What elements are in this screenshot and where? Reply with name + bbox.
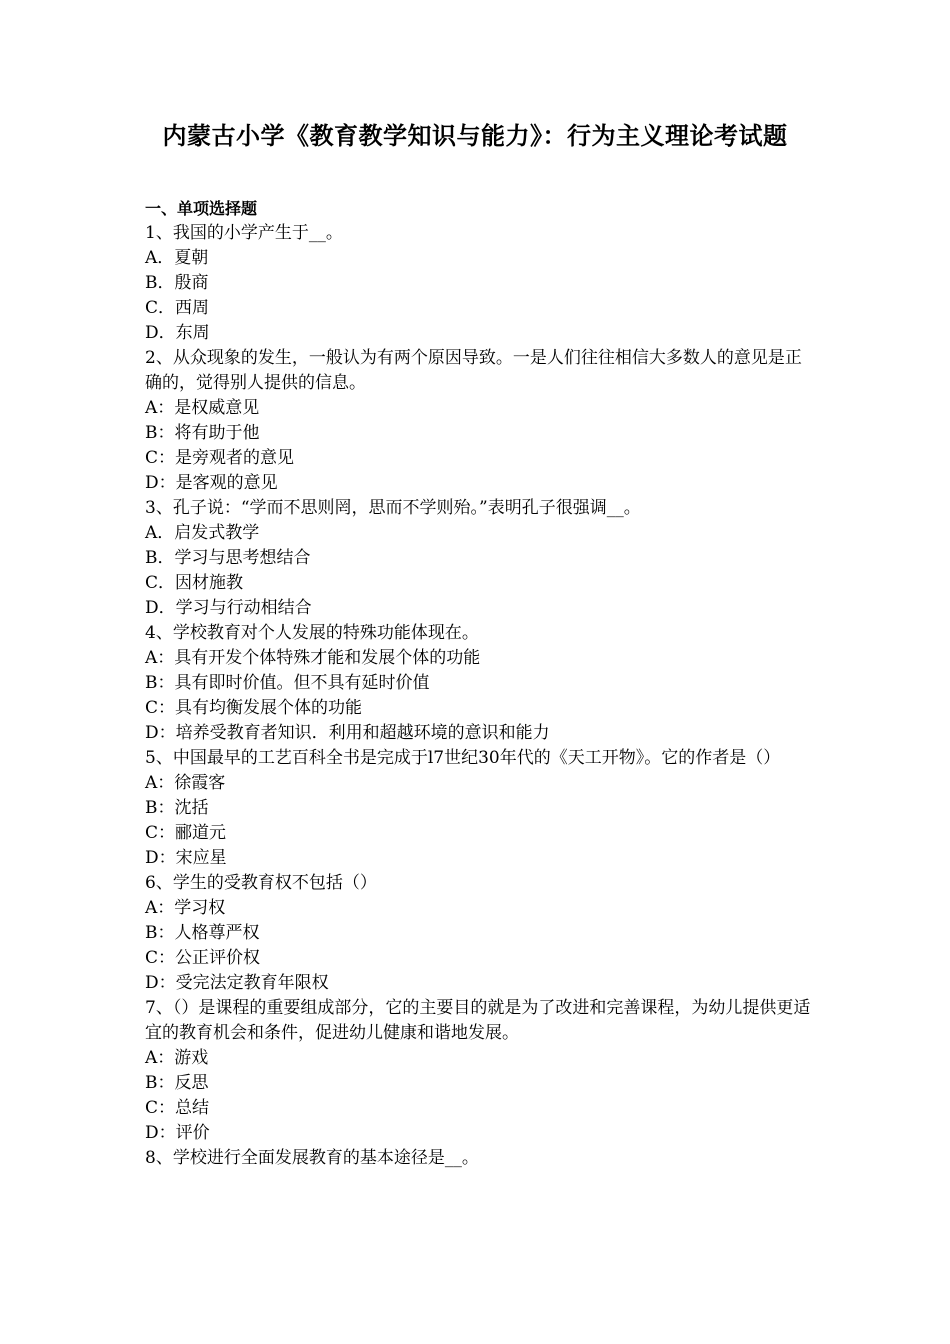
question-option: D：培养受教育者知识．利用和超越环境的意识和能力: [145, 723, 550, 743]
question-option: C：总结: [145, 1098, 210, 1118]
question-option: A：徐霞客: [145, 773, 226, 793]
question-stem: 6、学生的受教育权不包括（）: [145, 873, 377, 893]
question-stem: 4、学校教育对个人发展的特殊功能体现在。: [145, 623, 479, 643]
question-option: C：是旁观者的意见: [145, 448, 295, 468]
question-option: A：学习权: [145, 898, 226, 918]
question-option: A．夏朝: [145, 248, 209, 268]
question-option: B：反思: [145, 1073, 209, 1093]
question-option: B：人格尊严权: [145, 923, 260, 943]
question-stem: 2、从众现象的发生，一般认为有两个原因导致。一是人们往往相信大多数人的意见是正确的，觉得别人提供的信息。: [145, 348, 802, 393]
question-option: D：评价: [145, 1123, 210, 1143]
question-stem: 5、中国最早的工艺百科全书是完成于l7世纪30年代的《天工开物》。它的作者是（）: [145, 748, 781, 768]
question-option: A．启发式教学: [145, 523, 260, 543]
question-stem: 7、（）是课程的重要组成部分，它的主要目的就是为了改进和完善课程，为幼儿提供更适宜的教育机会和条件，促进幼儿健康和谐地发展。: [145, 998, 811, 1043]
question-option: D：宋应星: [145, 848, 227, 868]
question-option: B：具有即时价值。但不具有延时价值: [145, 673, 430, 693]
question-option: C：郦道元: [145, 823, 227, 843]
question-option: B．殷商: [145, 273, 209, 293]
question-option: C．因材施教: [145, 573, 244, 593]
question-option: C：公正评价权: [145, 948, 261, 968]
question-option: B：沈括: [145, 798, 209, 818]
question-stem: 3、孔子说：“学而不思则罔，思而不学则殆。”表明孔子很强调__。: [145, 498, 641, 518]
question-option: A：是权威意见: [145, 398, 260, 418]
question-stem: 8、学校进行全面发展教育的基本途径是__。: [145, 1148, 479, 1168]
question-option: C．西周: [145, 298, 210, 318]
question-option: B．学习与思考想结合: [145, 548, 311, 568]
section-heading: 一、单项选择题: [145, 199, 258, 218]
question-option: C：具有均衡发展个体的功能: [145, 698, 363, 718]
question-option: D：是客观的意见: [145, 473, 278, 493]
question-option: B：将有助于他: [145, 423, 260, 443]
question-list: [145, 196, 815, 1171]
document-title: 内蒙古小学《教育教学知识与能力》：行为主义理论考试题: [162, 121, 788, 150]
question-option: A：游戏: [145, 1048, 209, 1068]
question-option: D：受完法定教育年限权: [145, 973, 329, 993]
question-stem: 1、我国的小学产生于__。: [145, 223, 343, 243]
question-option: D．学习与行动相结合: [145, 598, 312, 618]
question-option: A：具有开发个体特殊才能和发展个体的功能: [145, 648, 481, 668]
question-option: D．东周: [145, 323, 210, 343]
